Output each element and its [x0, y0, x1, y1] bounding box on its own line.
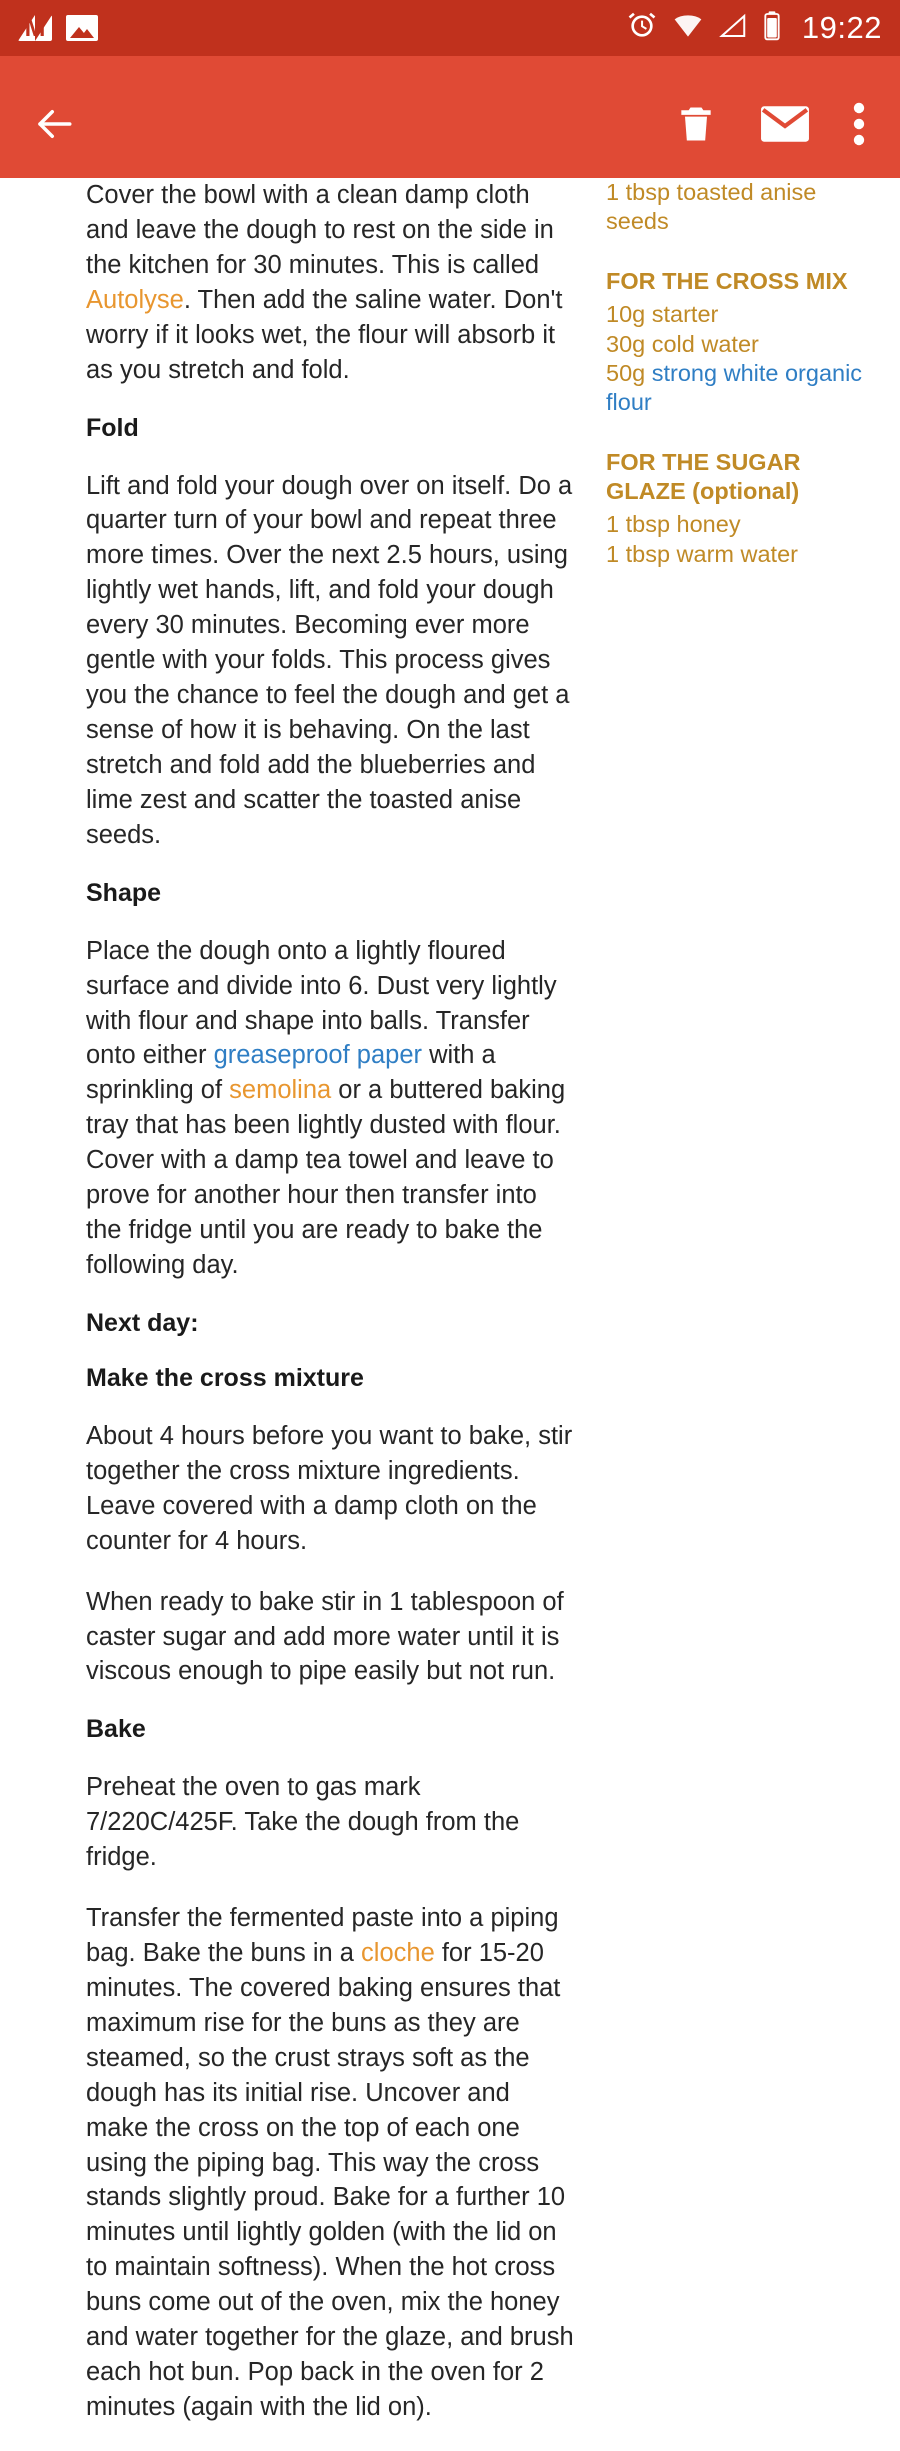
alarm-icon	[626, 10, 658, 47]
paragraph-fold: Lift and fold your dough over on itself. Do a quarter turn of your bowl and repeat three more times. Over the next 2.5 hours, using lightly wet hands, lift, and fold your dough every 30 minutes. Becoming ever more gentle with your folds. This process gives you the chance to feel the dough and get a sense of how it is behaving. On the last stretch and fold add the blueberries and lime zest and scatter the toasted anise seeds.	[86, 471, 573, 849]
mail-icon[interactable]	[760, 104, 810, 144]
ingredient-heading-cross-mix: FOR THE CROSS MIX	[606, 267, 848, 294]
app-bar-actions	[674, 100, 872, 148]
status-bar-system-icons	[626, 10, 882, 47]
ingredient-line-warm-water: 1 tbsp warm water	[606, 540, 798, 567]
paragraph-shape-text-1: Place the dough onto a lightly floured surface and divide into 6. Dust very lightly with flour and shape into balls. Transfer onto either	[86, 936, 557, 1070]
ingredient-clipped-block	[606, 178, 880, 237]
ingredient-line-flour-amount: 50g	[606, 359, 652, 386]
paragraph-bake-text-b: for 15-20 minutes. The covered baking ensures that maximum rise for the buns as they are steamed, so the crust strays soft as the dough has its initial rise. Uncover and make the cross on the top of each one using the piping bag. This way the cross stands slightly proud. Bake for a further 10 minutes until lightly golden (with the lid on to maintain softness). When the hot cross buns come out of the oven, mix the honey and water together for the glaze, and brush each hot bun. Pop back in the oven for 2 minutes (again with the lid on).	[86, 1939, 574, 2422]
overflow-menu-icon[interactable]	[852, 100, 866, 148]
status-bar-clock: 19:22	[801, 10, 882, 45]
battery-icon	[762, 10, 782, 47]
ingredient-line-honey: 1 tbsp honey	[606, 511, 741, 538]
signal-icon	[718, 11, 748, 46]
paragraph-bake-1: Preheat the oven to gas mark 7/220C/425F. Take the dough from the fridge.	[86, 1773, 520, 1872]
paragraph-autolyse-text-1: Cover the bowl with a clean damp cloth and leave the dough to rest on the side in the kitchen for 30 minutes. This is called	[86, 181, 554, 279]
back-arrow-icon[interactable]	[28, 103, 80, 145]
heading-make-cross-mixture: Make the cross mixture	[86, 1363, 364, 1392]
paragraph-cross-1: About 4 hours before you want to bake, stir together the cross mixture ingredients. Leave covered with a damp cloth on the counter for 4 hours.	[86, 1421, 573, 1555]
cloche-link[interactable]: cloche	[361, 1939, 435, 1968]
ingredient-block-cross-mix	[606, 267, 880, 418]
photos-icon	[66, 15, 98, 41]
article-main-column	[0, 178, 600, 2451]
heading-shape: Shape	[86, 878, 162, 907]
heading-next-day: Next day:	[86, 1308, 199, 1337]
ingredient-block-sugar-glaze	[606, 448, 880, 570]
paragraph-shape-text-3: or a buttered baking tray that has been lightly dusted with flour. Cover with a damp tea towel and leave to prove for another hour then transfer into the fridge until you are ready to bake the following day.	[86, 1076, 566, 1279]
paragraph-shape-text-2: with a sprinkling of	[86, 1041, 496, 1105]
paragraph-bake-2	[86, 1901, 574, 2425]
heading-fold: Fold	[86, 413, 139, 442]
status-bar-notifications	[18, 15, 98, 41]
paragraph-autolyse	[86, 178, 574, 388]
autolyse-link[interactable]: Autolyse	[86, 285, 184, 314]
semolina-link[interactable]: semolina	[229, 1076, 332, 1105]
ingredient-clipped-line-1: 1 tbsp toasted anise	[606, 179, 817, 205]
paragraph-shape	[86, 934, 574, 1283]
heading-bake: Bake	[86, 1715, 146, 1744]
strong-white-organic-flour-link[interactable]: strong white organic flour	[606, 359, 863, 416]
status-bar	[0, 0, 900, 56]
ingredient-line-starter: 10g starter	[606, 301, 719, 328]
ingredients-sidebar	[600, 178, 900, 2451]
paragraph-bake-text-a: Transfer the fermented paste into a piping bag. Bake the buns in a	[86, 1904, 559, 1968]
app-bar	[0, 56, 900, 192]
paragraph-cross-2: When ready to bake stir in 1 tablespoon of caster sugar and add more water until it is viscous enough to pipe easily but not run.	[86, 1587, 564, 1686]
gmail-icon: M	[18, 15, 52, 41]
wifi-icon	[672, 10, 704, 47]
greaseproof-paper-link[interactable]: greaseproof paper	[213, 1041, 422, 1070]
paragraph-autolyse-text-2: . Then add the saline water. Don't worry if it looks wet, the flour will absorb it as you stretch and fold.	[86, 285, 563, 384]
ingredient-heading-sugar-glaze: FOR THE SUGAR GLAZE (optional)	[606, 448, 801, 504]
ingredient-line-flour	[606, 359, 880, 418]
ingredient-line-cold-water: 30g cold water	[606, 330, 759, 357]
article-columns	[0, 178, 900, 2451]
ingredient-clipped-line-2: seeds	[606, 208, 669, 235]
delete-icon[interactable]	[674, 102, 718, 146]
article-scroll-area[interactable]	[0, 178, 900, 2422]
